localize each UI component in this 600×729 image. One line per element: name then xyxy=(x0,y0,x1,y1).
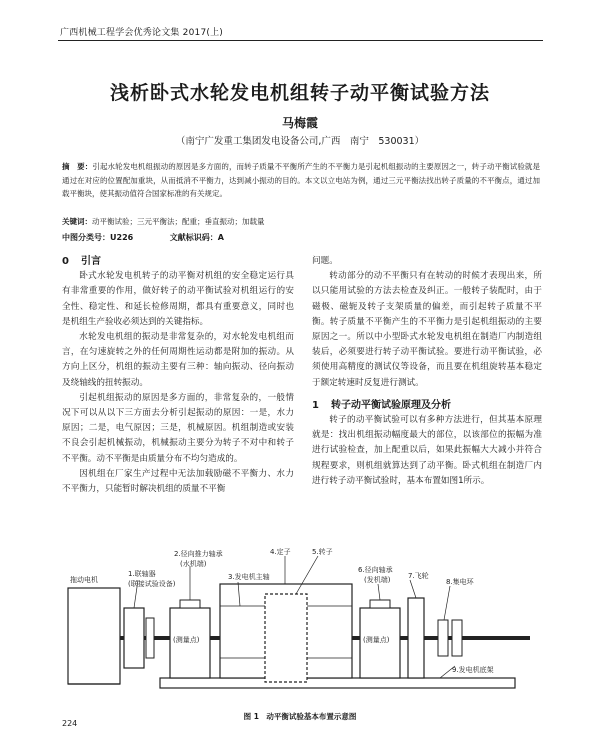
doc-code-label: 文献标识码： xyxy=(169,233,218,242)
collector-ring-shape xyxy=(438,620,448,656)
label-collector: 8.集电环 xyxy=(446,578,474,586)
paragraph: 水轮发电机组的振动是非常复杂的，对水轮发电机组而言，在匀速旋转之外的任何周期性运动都是附加的振动。从方向上区分，机组的振动主要有三种：轴向振动、径向振动及绕轴线的扭转振动。 xyxy=(62,332,294,388)
right-column xyxy=(312,254,542,489)
figure-caption: 图 1 动平衡试验基本布置示意图 xyxy=(243,712,357,721)
test-layout-diagram xyxy=(60,546,545,711)
keywords xyxy=(62,216,540,227)
motor-shape xyxy=(68,588,120,684)
keywords-label: 关键词： xyxy=(62,217,92,226)
label-radial-bearing-sub: (发机端) xyxy=(364,576,391,584)
label-stator: 4.定子 xyxy=(270,548,291,556)
label-rotor: 5.转子 xyxy=(312,548,333,556)
base-frame-shape xyxy=(160,678,515,688)
figure-1 xyxy=(60,546,545,711)
label-coupling: 1.联轴器 xyxy=(128,570,156,578)
header-rule xyxy=(58,40,543,41)
coupling-shape xyxy=(124,608,144,668)
section-number: 1 xyxy=(312,399,319,411)
clc-value: U226 xyxy=(110,233,134,242)
paragraph: 引起机组振动的原因是多方面的，非常复杂的，一般情况下可以从以下三方面去分析引起振动的原因：一是，水力原因；二是，电气原因；三是，机械原因。机组制造或安装不良会引起机械振动，机械振动主要分为转子不对中和转子不平衡。动不平衡是由质量分布不均匀造成的。 xyxy=(62,392,294,464)
flywheel-shape xyxy=(408,598,424,678)
left-column xyxy=(62,254,294,497)
label-measure-point-a: (测量点) xyxy=(173,636,200,644)
page-number: 224 xyxy=(62,719,78,728)
rotor-shape xyxy=(265,594,307,682)
abstract xyxy=(62,160,540,201)
doc-code-value: A xyxy=(217,233,224,242)
paragraph: 转动部分的动不平衡只有在转动的时候才表现出来，所以只能用试验的方法去检查及纠正。一般转子装配时，由于磁极、磁轭及转子支架质量的偏差，而引起转子质量不平衡。转子质量不平衡产生的不平衡力是引起机组振动的主要原因之一。所以中小型卧式水轮发电机组在制造厂内制造组装后，必须要进行转子动平衡试验。要进行动平衡试验，必须使用高精度的测试仪等设备，而且要在机组旋转基本稳定于额定转速时反复进行测试。 xyxy=(312,271,542,388)
section-title: 转子动平衡试验原理及分析 xyxy=(330,399,451,411)
paragraph: 问题。 xyxy=(312,256,338,266)
paragraph: 卧式水轮发电机转子的动平衡对机组的安全稳定运行具有非常重要的作用，做好转子的动平衡试验对机组运行的安全性、稳定性、和延长检修周期，都具有重要意义，同时也是机组生产验收必须达到的关键指标。 xyxy=(62,271,294,327)
author-affiliation: （南宁广发重工集团发电设备公司,广西 南宁 530031） xyxy=(175,136,425,147)
clc-label: 中图分类号： xyxy=(62,233,110,242)
running-head: 广西机械工程学会优秀论文集 2017(上) xyxy=(60,28,223,38)
label-motor: 拖动电机 xyxy=(70,576,98,584)
keywords-text: 动平衡试验；三元平衡法；配重；垂直振动；加载量 xyxy=(92,217,265,226)
section-heading-intro xyxy=(62,254,294,269)
classification-info xyxy=(62,232,258,243)
label-main-shaft: 3.发电机主轴 xyxy=(228,573,270,581)
paragraph: 转子的动平衡试验可以有多种方法进行，但其基本原理就是：找出机组振动幅度最大的部位，以该部位的振幅为准进行试验检查，加上配重以后，如果此振幅大大减小并符合规程要求，则机组就算达到了动平衡。卧式机组在制造厂内进行转子动平衡试验时，基本布置如图1所示。 xyxy=(312,415,542,486)
label-radial-bearing: 6.径向轴承 xyxy=(358,566,393,574)
section-number: 0 xyxy=(62,256,69,267)
paper-title: 浅析卧式水轮发电机组转子动平衡试验方法 xyxy=(109,82,490,104)
abstract-label: 摘 要： xyxy=(62,162,93,171)
paragraph: 因机组在厂家生产过程中无法加载励磁不平衡力、水力不平衡力，只能暂时解决机组的质量不平衡 xyxy=(62,468,294,495)
label-base-frame: 9.发电机底架 xyxy=(452,666,494,674)
section-title: 引言 xyxy=(80,256,101,267)
author-name: 马梅霞 xyxy=(281,116,318,130)
label-thrust-bearing: 2.径向推力轴承 xyxy=(174,550,223,558)
section-heading-1 xyxy=(312,398,542,413)
abstract-text: 引起水轮发电机组振动的原因是多方面的，而转子质量不平衡所产生的不平衡力是引起机组振动的主要原因之一，转子动平衡试验就是通过在对应的位置配加重块，从而抵消不平衡力，达到减小振动的目的。本文以立电站为例，通过三元平衡法找出转子质量的不平衡点，通过加载平衡块，使其振动值符合国家标准的有关规定。 xyxy=(62,162,541,198)
label-thrust-bearing-sub: (水机端) xyxy=(180,560,207,568)
label-flywheel: 7.飞轮 xyxy=(408,572,429,580)
label-coupling-sub: (联接试验设备) xyxy=(128,580,176,588)
label-measure-point-b: (测量点) xyxy=(363,636,390,644)
